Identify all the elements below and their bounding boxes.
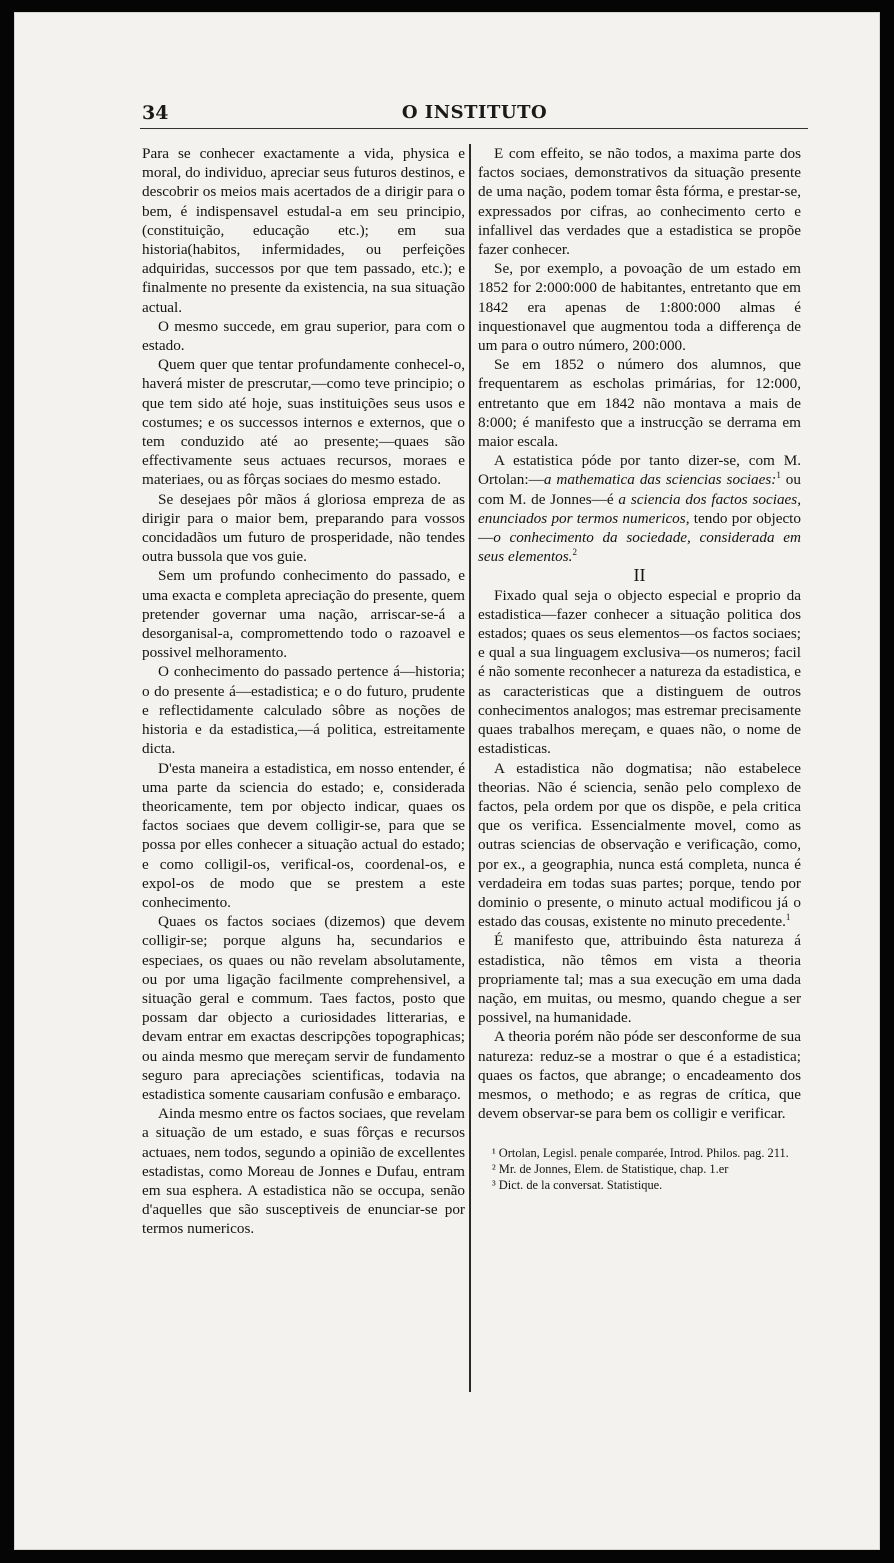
page-header	[142, 100, 807, 130]
text-run: A estatistica póde por tanto dizer-se, com M. Ortolan:—	[478, 452, 801, 489]
paragraph: Se desejaes pôr mãos á gloriosa empreza de as dirigir para o maior bem, preparando para vossos concidadãos um futuro de prosperidade, não tendes outra bussola que vos guie.	[142, 490, 465, 566]
footnote-marker: 1	[785, 912, 791, 923]
paragraph: Ainda mesmo entre os factos sociaes, que revelam a situação de um estado, e suas fôrças e recursos actuaes, nem todos, segundo a opinião de excellentes estadistas, como Moreau de Jonnes e Dufau, entram em sua esphera. A estadistica não se occupa, senão d'aquelles que são susceptiveis de enunciar-se por termos numericos.	[142, 1105, 465, 1238]
text-run: tendo por objecto—	[478, 509, 801, 547]
paragraph	[478, 759, 801, 932]
ortolan-paragraph	[478, 451, 801, 566]
page-number: 34	[142, 102, 169, 124]
header-divider	[140, 128, 808, 129]
text-run: ou com M. de Jonnes—é	[478, 471, 801, 508]
paragraph: Quem quer que tentar profundamente conhecel-o, haverá mister de prescrutar,—como teve principio; o que tem sido até hoje, suas instituições seus usos e costumes; e os successos internos e externos, que o tem conduzido até ao presente;—quaes são effectivamente seus actuaes recursos, moraes e materiaes, ou as fôrças sociaes do mesmo estado.	[142, 356, 465, 489]
footnote: ³ Dict. de la conversat. Statistique.	[492, 1178, 663, 1193]
footnote: ¹ Ortolan, Legisl. penale comparée, Introd. Philos. pag. 211.	[492, 1146, 789, 1161]
left-column	[142, 144, 465, 1390]
paragraph: Fixado qual seja o objecto especial e proprio da estadistica—fazer conhecer a situação politica dos estados; quaes os seus elementos—os factos sociaes; e qual a sua linguagem exclusiva—os numeros; facil é não somente reconhecer a natureza da estadistica, e as caracteristicas que a distinguem de outros conhecimentos analogos; mas estremar precisamente quaes trabalhos mereçam, e quaes não, o nome de estadisticas.	[478, 586, 801, 758]
italic-quote: a sciencia dos factos sociaes, enunciados por termos numericos,	[478, 490, 801, 527]
section-number: II	[633, 565, 646, 586]
journal-title: O INSTITUTO	[401, 102, 548, 123]
paragraph: O mesmo succede, em grau superior, para com o estado.	[142, 317, 465, 355]
italic-quote: a mathematica das sciencias sociaes:	[543, 471, 777, 489]
paragraph: Quaes os factos sociaes (dizemos) que devem colligir-se; porque alguns ha, secundarios e especiaes, os quaes ou não revelam absolutamente, ou por uma ligação facilmente comprehensivel, a situação geral e commum. Taes factos, posto que possam dar objecto a curiosidades litterarias, e devam entrar em exactas descripções topographicas; ou ainda mesmo que mereçam servir de fundamento seguro para apreciações scientificas, todavia na estadistica somente causariam confusão e embaraço.	[142, 913, 465, 1103]
paragraph: A theoria porém não póde ser desconforme de sua natureza: reduz-se a mostrar o que é a estadistica; quaes os factos, que abrange; o encadeamento dos mesmos, o methodo; e as regras de crítica, que devem observar-se para bem os colligir e verificar.	[478, 1028, 801, 1123]
paragraph: É manifesto que, attribuindo êsta natureza á estadistica, não têmos em vista a theoria propriamente tal; mas a sua execução em uma dada nação, em muitas, ou mesmo, quando chegue a ser possivel, na humanidade.	[478, 932, 801, 1027]
paragraph: E com effeito, se não todos, a maxima parte dos factos sociaes, demonstrativos da situação presente de uma nação, podem tomar êsta fórma, e prestar-se, expressados por cifras, ao conhecimento certo e infallivel das verdades que a estadistica se propõe fazer conhecer.	[478, 145, 801, 259]
text-run: A estadistica não dogmatisa; não estabelece theorias. Não é sciencia, senão pelo complexo de factos, pela ordem por que os dispõe, e pela critica que os verifica. Essencialmente movel, como as outras sciencias de observação e verificação, como, por ex., a geographia, nunca está completa, nunca é verdadeira em todas suas partes; porque, tendo por dominio o presente, o minuto actual modificou já o estado das cousas, existente no minuto precedente.	[478, 759, 801, 931]
paragraph: O conhecimento do passado pertence á—historia; o do presente á—estadistica; e o do futuro, prudente e reflectidamente calculado sôbre as noções de historia e da estadistica,—á politica, estreitamente dicta.	[142, 663, 465, 758]
footnote: ² Mr. de Jonnes, Elem. de Statistique, chap. 1.er	[492, 1162, 729, 1177]
paragraph: Se, por exemplo, a povoação de um estado em 1852 for 2:000:000 de habitantes, entretanto que em 1842 era apenas de 1:800:000 almas é inquestionavel que augmentou toda a differença de um para o outro número, 200:000.	[478, 260, 801, 355]
paragraph: D'esta maneira a estadistica, em nosso entender, é uma parte da sciencia do estado; e, considerada theoricamente, tem por objecto indicar, quaes os factos sociaes que devem colligir-se, para que se possa por elles conhecer a situação actual do estado; e como colligil-os, verifical-os, coordenal-os, e expol-os de modo que se prestem a este conhecimento.	[142, 759, 465, 911]
paragraph: Sem um profundo conhecimento do passado, e uma exacta e completa apreciação do presente, quem pretender governar uma nação, arriscar-se-á a desorganisal-a, compromettendo todo o razoavel e possivel melhoramento.	[142, 567, 465, 662]
paragraph: Se em 1852 o número dos alumnos, que frequentarem as escholas primárias, for 12:000, entretanto que em 1842 não montava a mais de 8:000; é manifesto que a instrucção se derrama em maior escala.	[478, 356, 801, 451]
footnote-marker: 2	[572, 547, 577, 558]
italic-quote: o conhecimento da sociedade, considerada em seus elementos.	[478, 529, 801, 566]
right-column	[478, 144, 801, 1390]
footnotes	[478, 1145, 801, 1193]
column-separator	[469, 144, 471, 1392]
paragraph: Para se conhecer exactamente a vida, physica e moral, do individuo, apreciar seus futuros destinos, e descobrir os meios mais acertados de a dirigir para o bem, é indispensavel estudal-a em seu principio, (constituição, educação etc.); em sua historia(habitos, infermidades, ou perfeições adquiridas, successos por que tem passado, etc.); e finalmente no presente da existencia, na sua situação actual.	[142, 145, 465, 316]
footnote-marker: 1	[776, 470, 781, 481]
